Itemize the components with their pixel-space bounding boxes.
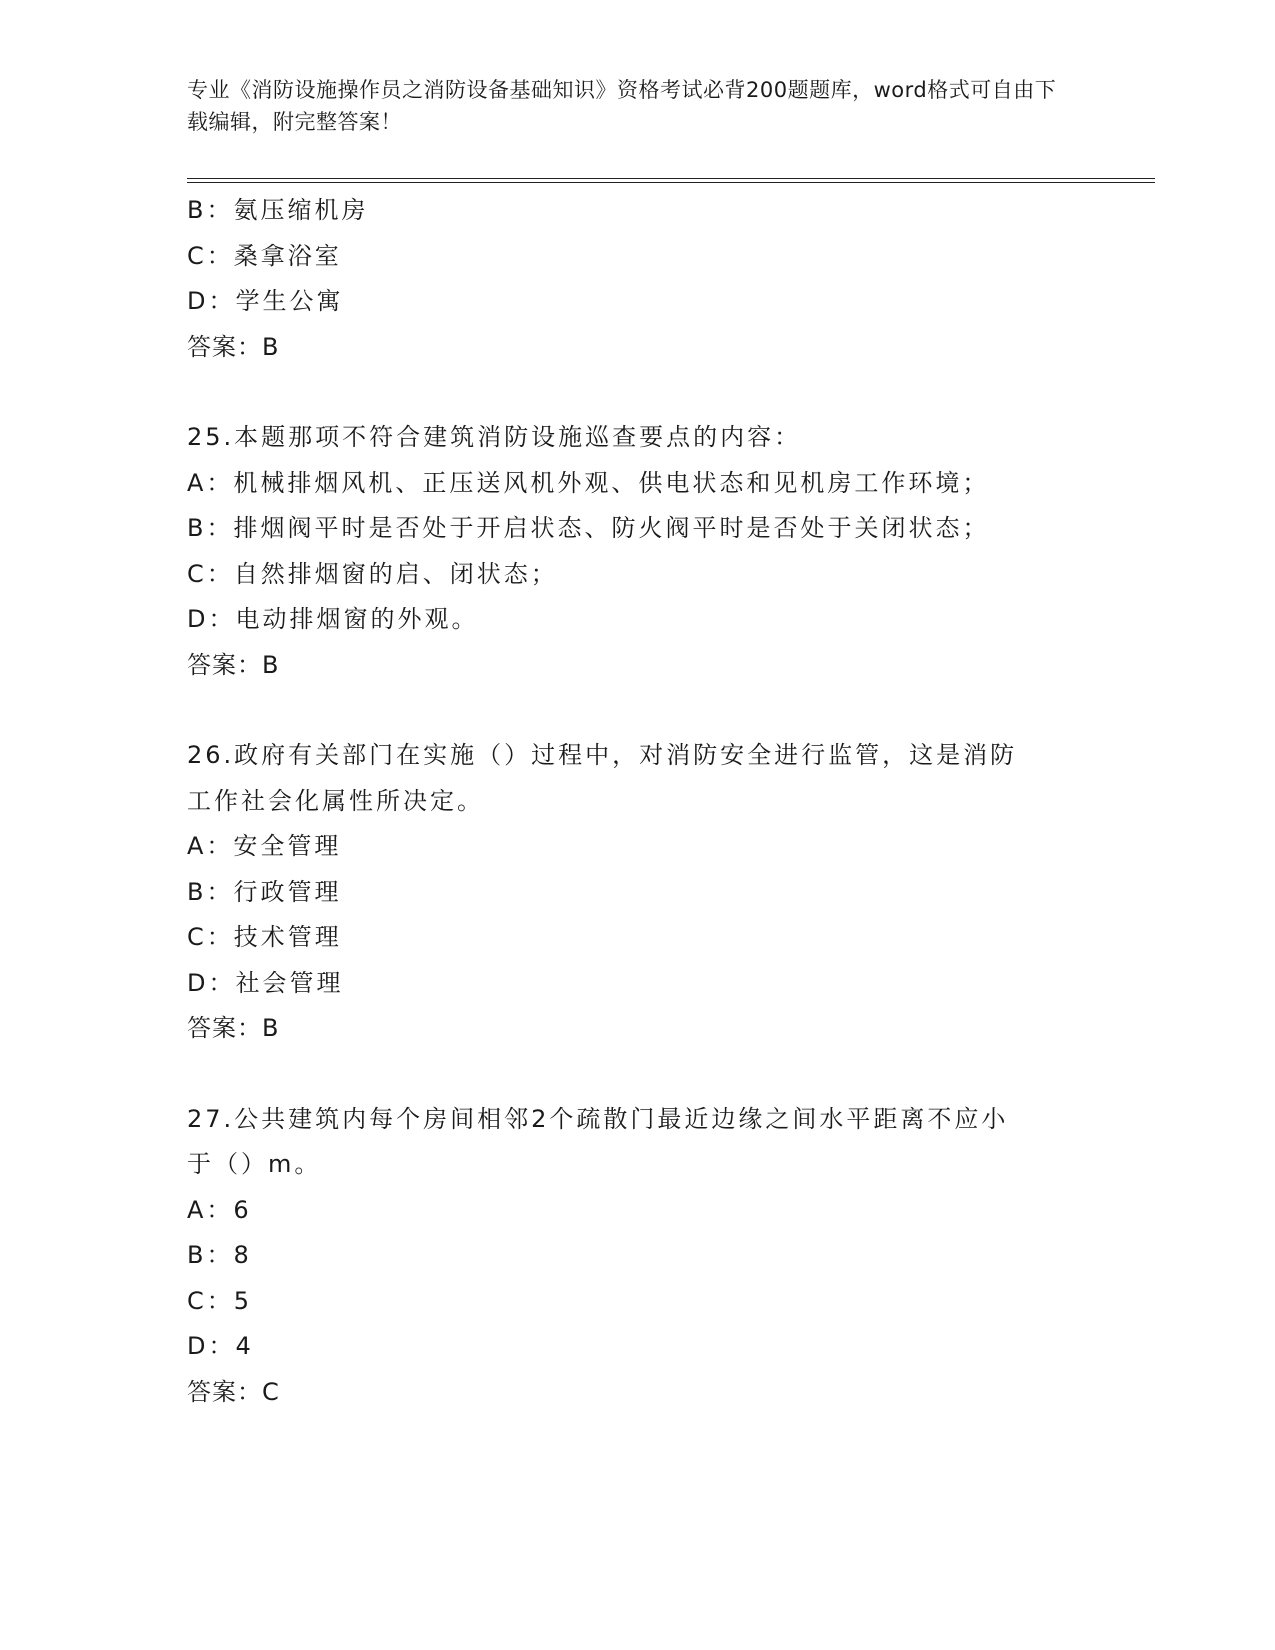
option-b: B：排烟阀平时是否处于开启状态、防火阀平时是否处于关闭状态； bbox=[187, 514, 990, 542]
option-c: C：自然排烟窗的启、闭状态； bbox=[187, 559, 558, 588]
option-c: C：技术管理 bbox=[187, 923, 342, 951]
question-list bbox=[187, 188, 1087, 1415]
option-b: B：氨压缩机房 bbox=[187, 196, 369, 224]
option-a: A：安全管理 bbox=[187, 832, 342, 860]
question-24-tail bbox=[187, 188, 1087, 370]
question-27 bbox=[187, 1097, 1087, 1416]
header-divider bbox=[187, 178, 1155, 183]
option-a: A：机械排烟风机、正压送风机外观、供电状态和见机房工作环境； bbox=[187, 468, 990, 497]
question-stem-line-1: 26.政府有关部门在实施（）过程中，对消防安全进行监管，这是消防 bbox=[187, 741, 1018, 769]
answer: 答案：B bbox=[187, 332, 280, 361]
option-d: D：电动排烟窗的外观。 bbox=[187, 605, 479, 633]
option-c: C：桑拿浴室 bbox=[187, 241, 342, 270]
answer: 答案：B bbox=[187, 650, 280, 679]
question-stem-line-2: 于（）m。 bbox=[187, 1150, 322, 1178]
question-26 bbox=[187, 733, 1087, 1052]
option-c: C：5 bbox=[187, 1286, 253, 1315]
answer: 答案：B bbox=[187, 1014, 280, 1042]
option-d: D：社会管理 bbox=[187, 968, 344, 997]
question-25 bbox=[187, 415, 1087, 688]
question-stem-line-1: 27.公共建筑内每个房间相邻2个疏散门最近边缘之间水平距离不应小 bbox=[187, 1104, 1009, 1133]
option-a: A：6 bbox=[187, 1195, 252, 1224]
option-d: D：4 bbox=[187, 1332, 254, 1360]
question-stem-line-2: 工作社会化属性所决定。 bbox=[187, 786, 484, 815]
answer: 答案：C bbox=[187, 1377, 280, 1406]
question-stem: 25.本题那项不符合建筑消防设施巡查要点的内容： bbox=[187, 423, 802, 451]
option-b: B：8 bbox=[187, 1241, 252, 1269]
document-header: 专业《消防设施操作员之消防设备基础知识》资格考试必背200题题库，word格式可自由下载编辑，附完整答案！ bbox=[187, 78, 1057, 134]
option-d: D：学生公寓 bbox=[187, 287, 344, 315]
option-b: B：行政管理 bbox=[187, 877, 342, 906]
